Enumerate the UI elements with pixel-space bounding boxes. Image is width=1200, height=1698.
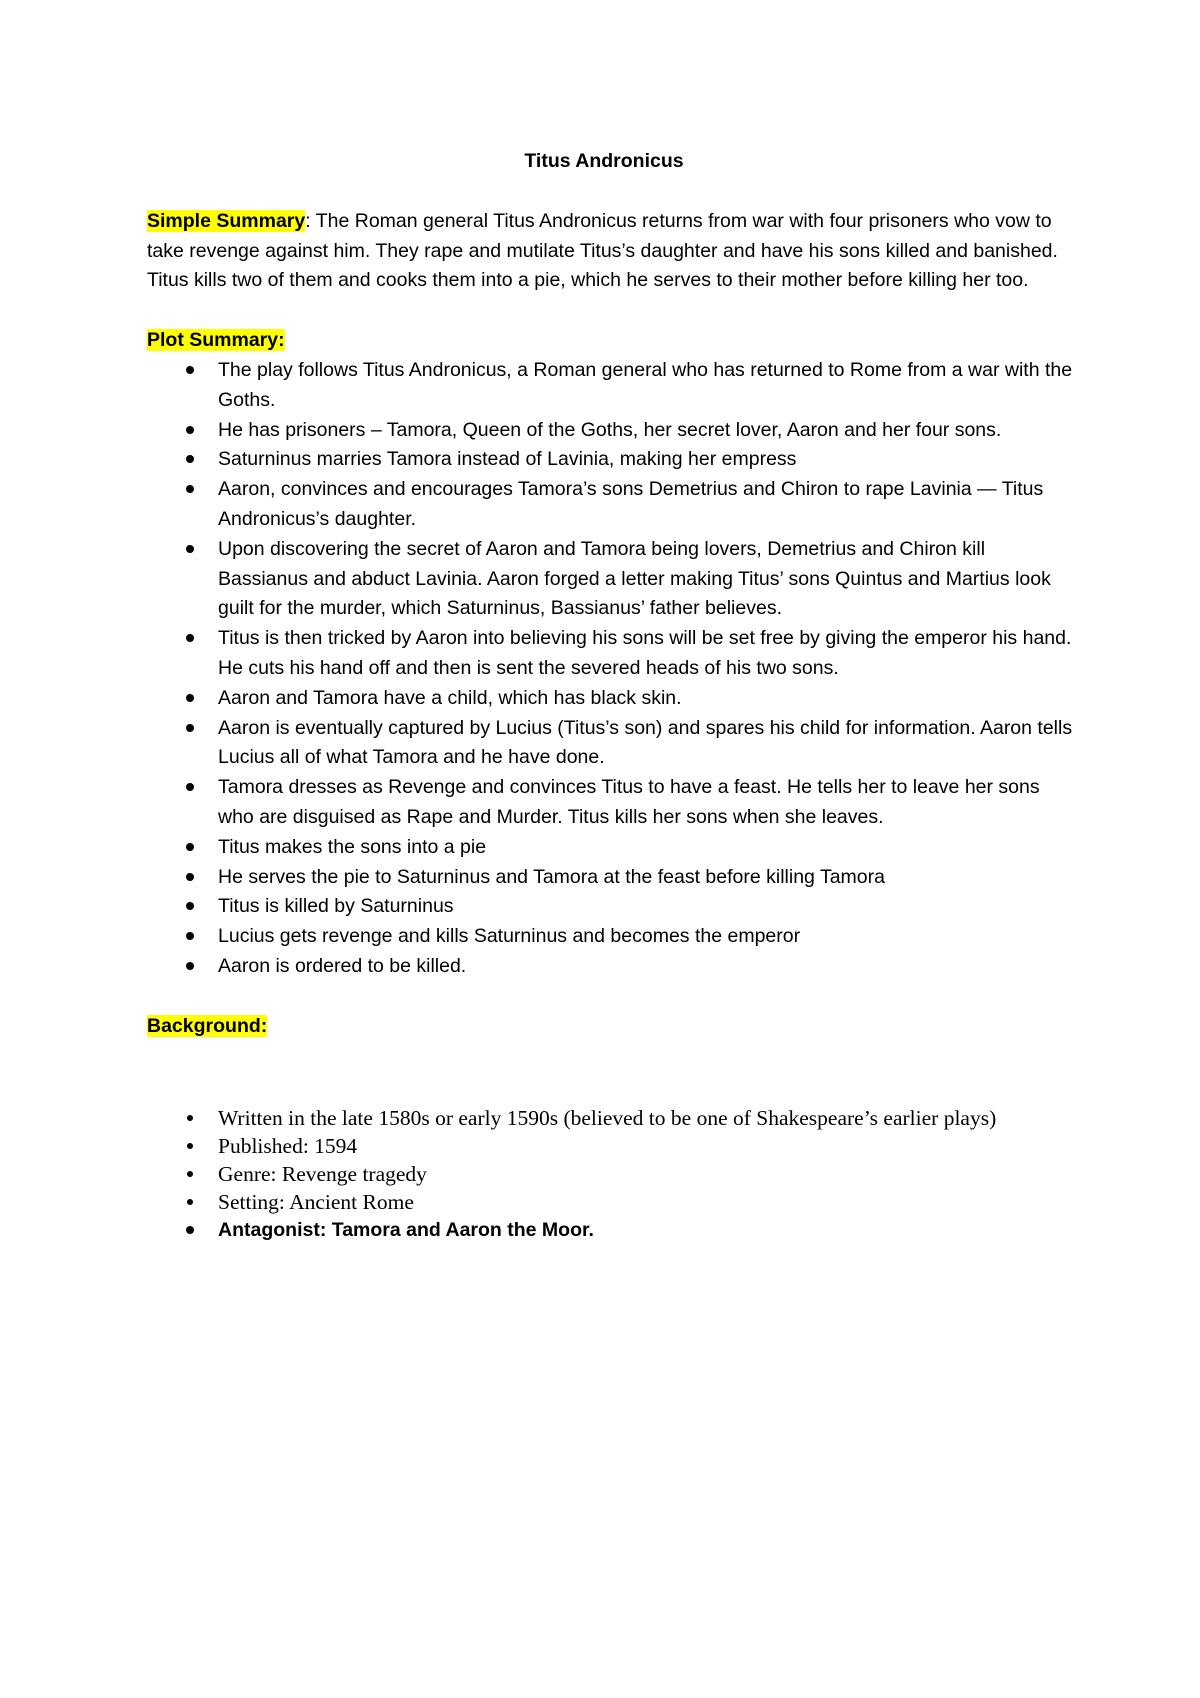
bullet-icon: [186, 962, 194, 970]
list-item-text: Titus is killed by Saturninus: [218, 895, 454, 918]
bullet-icon: [186, 724, 194, 732]
list-item: [147, 475, 1077, 535]
bullet-icon: [186, 932, 194, 940]
list-item: [147, 535, 1077, 624]
list-item: [147, 1188, 1077, 1216]
list-item-text: Titus makes the sons into a pie: [218, 835, 487, 858]
list-item-text: Genre: Revenge tragedy: [218, 1161, 427, 1186]
bullet-icon: [186, 366, 194, 374]
list-item: [147, 445, 1077, 475]
list-item-text: He serves the pie to Saturninus and Tamora at the feast before killing Tamora: [218, 865, 885, 888]
document-body: [147, 147, 1077, 1246]
list-item: [147, 1104, 1077, 1132]
list-item: [147, 1160, 1077, 1188]
background-heading: [147, 1012, 1077, 1042]
list-item-text: Aaron and Tamora have a child, which has black skin.: [218, 686, 682, 709]
bullet-icon: [186, 694, 194, 702]
list-item: [147, 416, 1077, 446]
list-item-text: Saturninus marries Tamora instead of Lavinia, making her empress: [218, 448, 797, 471]
list-item-text: Antagonist: Tamora and Aaron the Moor.: [218, 1219, 594, 1242]
bullet-icon: [187, 1171, 193, 1177]
bullet-icon: [186, 455, 194, 463]
background-list: [147, 1104, 1077, 1247]
list-item: [147, 714, 1077, 774]
document-title: Titus Andronicus: [524, 150, 684, 172]
bullet-icon: [186, 902, 194, 910]
list-item: [147, 863, 1077, 893]
bullet-icon: [187, 1199, 193, 1205]
plot-summary-heading-text: Plot Summary:: [147, 329, 285, 352]
list-item-text: The play follows Titus Andronicus, a Roman general who has returned to Rome from a war with the Goths.: [218, 358, 1073, 411]
list-item-text: Aaron, convinces and encourages Tamora’s sons Demetrius and Chiron to rape Lavinia — Titus Andronicus’s daughter.: [218, 478, 1044, 530]
simple-summary-label: Simple Summary: [147, 209, 306, 232]
simple-summary-text: : The Roman general Titus Andronicus returns from war with four prisoners who vow to take revenge against him. They rape and mutilate Titus’s daughter and have his sons killed and banished. Titus kills two of them and cooks them into a pie, which he serves to their mother before killing her too.: [147, 209, 1058, 292]
bullet-icon: [186, 783, 194, 791]
list-item-text: Written in the late 1580s or early 1590s (believed to be one of Shakespeare’s earlier plays): [218, 1105, 997, 1130]
list-item: [147, 773, 1077, 833]
list-item: [147, 684, 1077, 714]
list-item-text: Published: 1594: [218, 1133, 358, 1158]
background-heading-text: Background:: [147, 1014, 268, 1037]
bullet-icon: [186, 485, 194, 493]
plot-summary-heading: [147, 326, 1077, 356]
list-item-text: Lucius gets revenge and kills Saturninus and becomes the emperor: [218, 925, 801, 948]
bullet-icon: [186, 873, 194, 881]
list-item: [147, 1132, 1077, 1160]
list-item-text: Titus is then tricked by Aaron into believing his sons will be set free by giving the emperor his hand. He cuts his hand off and then is sent the severed heads of his two sons.: [218, 627, 1072, 679]
list-item-text: Upon discovering the secret of Aaron and Tamora being lovers, Demetrius and Chiron kill Bassianus and abduct Lavinia. Aaron forged a letter making Titus’ sons Quintus and Martius look guilt for the murder, which Saturninus, Bassianus’ father believes.: [218, 537, 1051, 620]
bullet-icon: [187, 1115, 193, 1121]
list-item-text: Setting: Ancient Rome: [218, 1190, 414, 1215]
list-item: [147, 922, 1077, 952]
list-item-text: Aaron is eventually captured by Lucius (Titus’s son) and spares his child for information. Aaron tells Lucius all of what Tamora and he have done.: [218, 716, 1073, 769]
list-item: [147, 833, 1077, 863]
list-item-text: He has prisoners – Tamora, Queen of the Goths, her secret lover, Aaron and her four sons.: [218, 418, 1002, 441]
list-item-text: Aaron is ordered to be killed.: [218, 954, 467, 977]
list-item: [147, 892, 1077, 922]
list-item: [147, 1216, 1077, 1246]
plot-summary-list: [147, 356, 1077, 982]
bullet-icon: [186, 634, 194, 642]
list-item: [147, 356, 1077, 416]
list-item: [147, 952, 1077, 982]
bullet-icon: [186, 545, 194, 553]
simple-summary-paragraph: [147, 207, 1077, 296]
bullet-icon: [186, 843, 194, 851]
list-item-text: Tamora dresses as Revenge and convinces Titus to have a feast. He tells her to leave her sons who are disguised as Rape and Murder. Titus kills her sons when she leaves.: [218, 776, 1040, 828]
bullet-icon: [186, 426, 194, 434]
bullet-icon: [186, 1226, 194, 1234]
list-item: [147, 624, 1077, 684]
bullet-icon: [187, 1143, 193, 1149]
